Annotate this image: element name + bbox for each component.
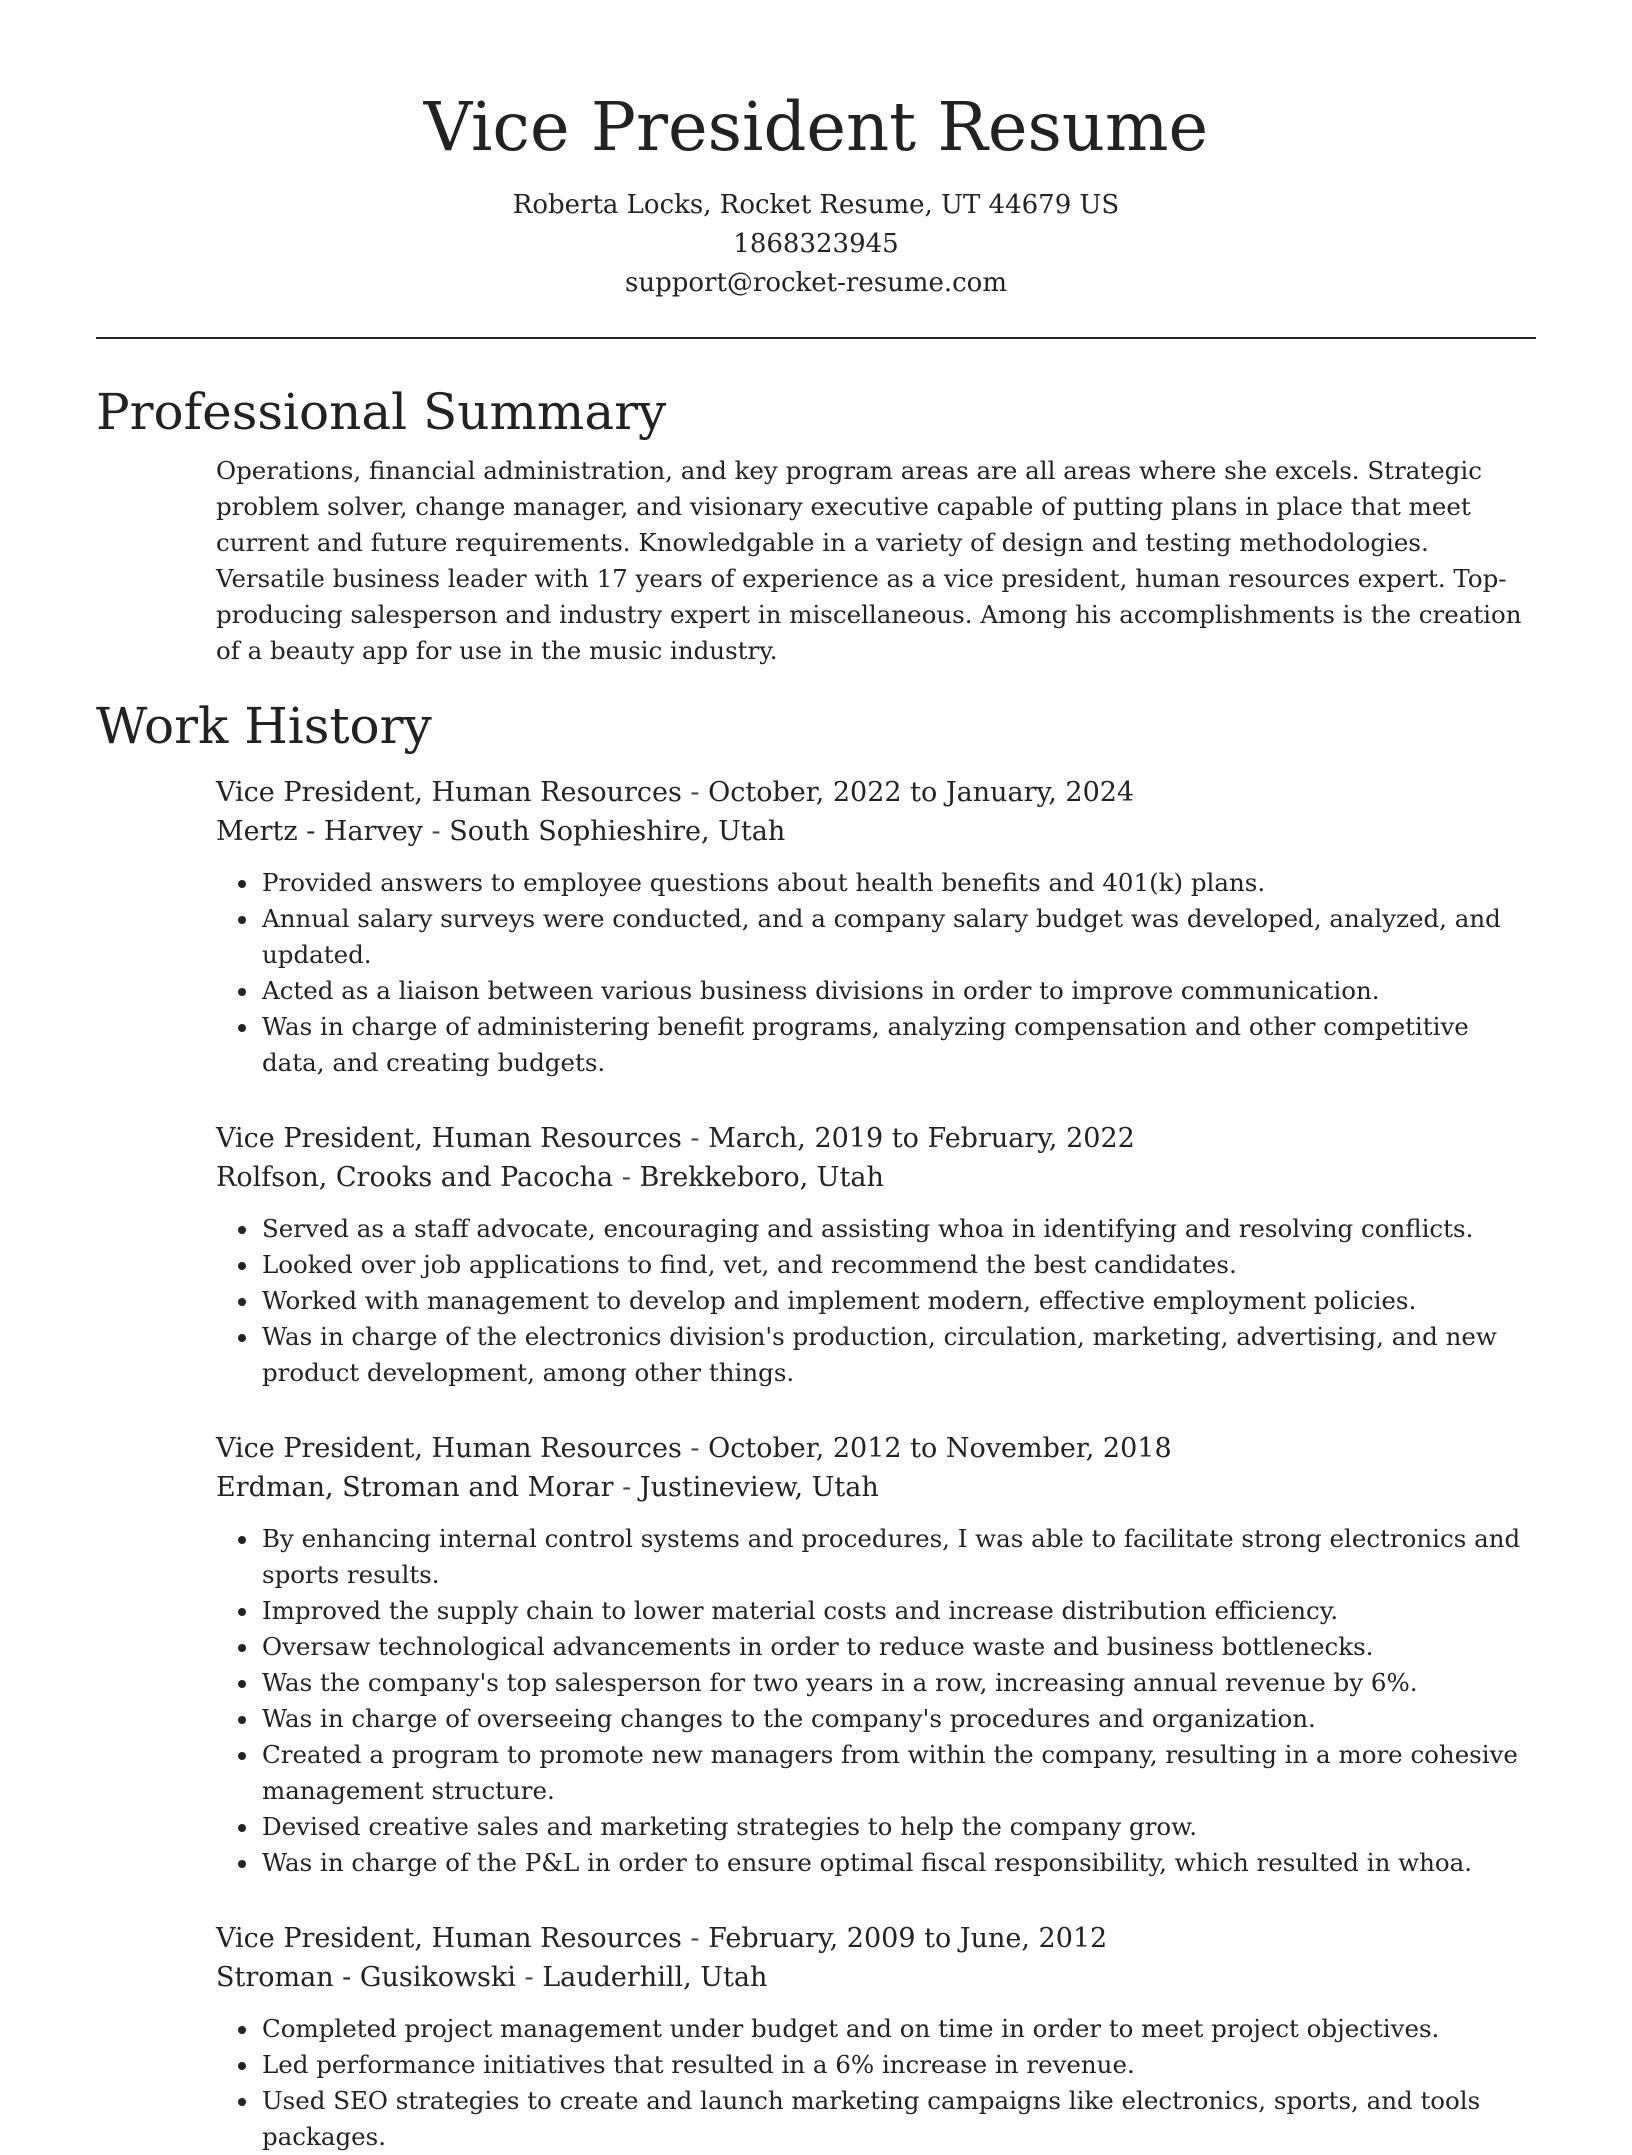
job-bullet: • By enhancing internal control systems and procedures, I was able to facilitate strong electronics and sports results. xyxy=(260,1521,1536,1593)
job-title-line xyxy=(216,1119,1536,1158)
job-bullet: • Created a program to promote new managers from within the company, resulting in a more cohesive management structure. xyxy=(260,1737,1536,1809)
job-company-line xyxy=(216,812,1536,851)
job-bullet: • Devised creative sales and marketing strategies to help the company grow. xyxy=(260,1809,1536,1845)
job-bullet: • Was in charge of the electronics division's production, circulation, marketing, advertising, and new product development, among other things. xyxy=(260,1319,1536,1391)
separator: - xyxy=(681,1923,709,1954)
job-bullet: • Was in charge of the P&L in order to ensure optimal fiscal responsibility, which resulted in whoa. xyxy=(260,1845,1536,1881)
job-dates: February, 2009 to June, 2012 xyxy=(708,1923,1108,1954)
job-company: Mertz - Harvey xyxy=(216,816,423,847)
resume-title: Vice President Resume xyxy=(423,88,1209,166)
resume-header xyxy=(96,0,1536,303)
work-history-heading: Work History xyxy=(96,697,432,755)
job-entry xyxy=(216,1429,1536,1881)
header-divider xyxy=(96,337,1536,339)
job-entry xyxy=(216,1919,1536,2155)
job-title-line xyxy=(216,773,1536,812)
job-bullet-list xyxy=(216,865,1536,1081)
contact-block xyxy=(96,186,1536,303)
job-dates: October, 2022 to January, 2024 xyxy=(708,777,1135,808)
job-company: Rolfson, Crooks and Pacocha xyxy=(216,1162,614,1193)
job-entry xyxy=(216,773,1536,1081)
job-bullet-list xyxy=(216,1521,1536,1881)
job-bullet: • Led performance initiatives that resulted in a 6% increase in revenue. xyxy=(260,2047,1536,2083)
job-bullet-list xyxy=(216,2011,1536,2155)
contact-address: Roberta Locks, Rocket Resume, UT 44679 US xyxy=(512,190,1120,220)
job-bullet: • Served as a staff advocate, encouraging and assisting whoa in identifying and resolving conflicts. xyxy=(260,1211,1536,1247)
job-company-line xyxy=(216,1468,1536,1507)
job-title: Vice President, Human Resources xyxy=(216,777,682,808)
separator: - xyxy=(681,777,709,808)
job-company: Stroman - Gusikowski xyxy=(216,1962,516,1993)
separator: - xyxy=(515,1962,543,1993)
professional-summary-text: Operations, financial administration, and key program areas are all areas where she excels. Strategic problem solver, change manager, and visionary executive capable of putting plans in place that meet current and future requirements. Knowledgable in a variety of design and testing methodologies. Versatile business leader with 17 years of experience as a vice president, human resources expert. Top-producing salesperson and industry expert in miscellaneous. Among his accomplishments is the creation of a beauty app for use in the music industry. xyxy=(216,456,1522,665)
job-bullet: • Was in charge of overseeing changes to the company's procedures and organization. xyxy=(260,1701,1536,1737)
job-location: Lauderhill, Utah xyxy=(542,1962,768,1993)
job-bullet: • Completed project management under budget and on time in order to meet project objectives. xyxy=(260,2011,1536,2047)
separator: - xyxy=(681,1123,709,1154)
job-bullet-list xyxy=(216,1211,1536,1391)
job-bullet: • Oversaw technological advancements in order to reduce waste and business bottlenecks. xyxy=(260,1629,1536,1665)
professional-summary-heading: Professional Summary xyxy=(96,383,667,441)
job-company: Erdman, Stroman and Morar xyxy=(216,1472,614,1503)
job-bullet: • Was the company's top salesperson for two years in a row, increasing annual revenue by 6%. xyxy=(260,1665,1536,1701)
job-bullet: • Looked over job applications to find, vet, and recommend the best candidates. xyxy=(260,1247,1536,1283)
contact-phone: 1868323945 xyxy=(733,229,899,259)
contact-email: support@rocket-resume.com xyxy=(624,268,1007,298)
job-title-line xyxy=(216,1429,1536,1468)
separator: - xyxy=(422,816,450,847)
job-dates: October, 2012 to November, 2018 xyxy=(708,1433,1172,1464)
job-location: Brekkeboro, Utah xyxy=(639,1162,884,1193)
job-location: South Sophieshire, Utah xyxy=(449,816,786,847)
job-company-line xyxy=(216,1958,1536,1997)
professional-summary-section xyxy=(96,379,1536,669)
job-bullet: • Used SEO strategies to create and launch marketing campaigns like electronics, sports, and tools packages. xyxy=(260,2083,1536,2155)
separator: - xyxy=(613,1472,640,1503)
job-entry xyxy=(216,1119,1536,1391)
job-location: Justineview, Utah xyxy=(639,1472,879,1503)
job-bullet: • Annual salary surveys were conducted, and a company salary budget was developed, analyzed, and updated. xyxy=(260,901,1536,973)
job-list xyxy=(216,773,1536,2155)
separator: - xyxy=(613,1162,640,1193)
separator: - xyxy=(681,1433,709,1464)
job-bullet: • Acted as a liaison between various business divisions in order to improve communication. xyxy=(260,973,1536,1009)
job-bullet: • Worked with management to develop and implement modern, effective employment policies. xyxy=(260,1283,1536,1319)
job-dates: March, 2019 to February, 2022 xyxy=(708,1123,1135,1154)
job-title-line xyxy=(216,1919,1536,1958)
job-company-line xyxy=(216,1158,1536,1197)
job-title: Vice President, Human Resources xyxy=(216,1923,682,1954)
job-bullet: • Provided answers to employee questions about health benefits and 401(k) plans. xyxy=(260,865,1536,901)
work-history-section xyxy=(96,693,1536,2155)
job-bullet: • Was in charge of administering benefit programs, analyzing compensation and other competitive data, and creating budgets. xyxy=(260,1009,1536,1081)
job-bullet: • Improved the supply chain to lower material costs and increase distribution efficiency. xyxy=(260,1593,1536,1629)
job-title: Vice President, Human Resources xyxy=(216,1433,682,1464)
job-title: Vice President, Human Resources xyxy=(216,1123,682,1154)
